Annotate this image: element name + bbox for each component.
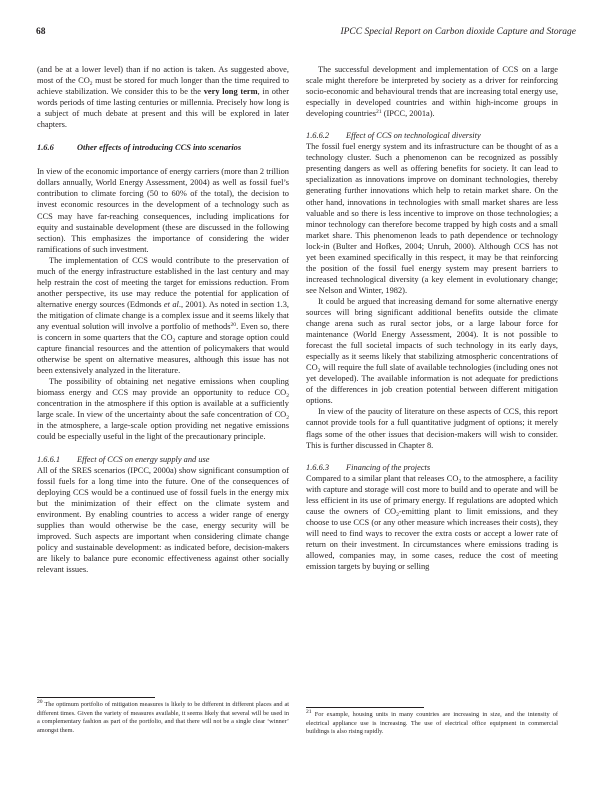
footnote-divider-left (37, 697, 155, 698)
paragraph-successful-development: The successful development and implementation of CCS on a large scale might therefore be interpreted by society as a driver for reinforcing socio-economic and behavioural trends that are increasing total energy use, especially in developed countries and within high-income groups in developing countries$^{21}$ (IPCC, 2001a). (306, 65, 558, 119)
subsection-heading-1-6-6-2: 1.6.6.2 Effect of CCS on technological diversity (306, 131, 481, 141)
running-head: IPCC Special Report on Carbon dioxide Capture and Storage (340, 27, 576, 37)
paragraph-technology-cluster: The fossil fuel energy system and its infrastructure can be thought of as a technology cluster. Such a phenomenon can be recognized as possibly presenting dangers as well as offering benefits for society. It can lead to specialization as innovations improve on dominant technologies, thereby generating further innovations which help to retain market share. On the other hand, innovations in technologies with small market shares are less valuable and so there is less incentive to improve on those technologies; a minor technology can therefore become trapped by high costs and a small market share. This phenomenon leads to path dependence or technology lock-in (Bulter and Hofkes, 2004; Unruh, 2000). Although CCS has not yet been examined specifically in this respect, it may be that reinforcing the position of the fossil fuel energy system may present barriers to increased technological diversity (a key element in evolutionary change; see Nelson and Winter, 1982). (306, 142, 558, 295)
footnote-21: $^{21}$ For example, housing units in many countries are increasing in size, and the intensity of electrical appliance use is increasing. The use of electrical office equipment in commercial buildings is also rising rapidly. (306, 709, 558, 736)
paragraph-paucity-literature: In view of the paucity of literature on these aspects of CCS, this report cannot provide tools for a full quantitative judgment of options; it merely flags some of the other issues that decision-makers will wish to consider. This is further discussed in Chapter 8. (306, 407, 558, 450)
section-heading-1-6-6: 1.6.6 Other effects of introducing CCS into scenarios (37, 143, 242, 153)
paragraph-financing: Compared to a similar plant that releases $CO_2$ to the atmosphere, a facility with capture and storage will cost more to build and to operate and will be less efficient in its use of primary energy. If regulations are adopted which cause the owners of $CO_2$-emitting plant to limit emissions, and they choose to use CCS (or any other measure which increases their costs), they will need to find ways to recover the extra costs or accept a lower rate of return on their investment. In circumstances where emissions trading is allowed, companies may, in some cases, reduce the cost of meeting emission targets by buying or selling (306, 473, 558, 572)
paragraph-sres-scenarios: All of the SRES scenarios (IPCC, 2000a) show significant consumption of fossil fuels for a long time into the future. One of the consequences of deploying CCS would be a continued use of fossil fuels in the energy mix but the minimization of their effect on the climate system and environment. By enabling countries to access a wider range of energy supplies than would otherwise be the case, energy security will be improved. Such aspects are important when considering climate change policy and sustainable development: as indicated before, decision-makers are likely to balance pure economic effectiveness against other socially relevant issues. (37, 465, 289, 574)
footnote-divider-right (306, 707, 424, 708)
footnote-ref-20: 20 (230, 321, 237, 328)
paragraph-negative-emissions: The possibility of obtaining net negative emissions when coupling biomass energy and CCS may provide an opportunity to reduce $CO_2$ concentration in the atmosphere if this option is available at a sufficiently large scale. In view of the uncertainty about the safe concentration of $CO_2$ in the atmosphere, a large-scale option providing net negative emissions could be especially useful in the light of the precautionary principle. (37, 377, 289, 442)
footnote-20: $^{20}$ The optimum portfolio of mitigation measures is likely to be different in different places and at different times. Given the variety of measures available, it seems likely that several will be used in a complementary fashion as part of the portfolio, and that there will not be a single clear ‘winner’ amongst them. (37, 699, 290, 734)
footnote-ref-21: 21 (376, 109, 382, 116)
paragraph-implementation: The implementation of CCS would contribute to the preservation of much of the energy infrastructure established in the last century and may help restrain the cost of meeting the target for emissions reduction. From another perspective, its use may reduce the potential for application of alternative energy sources (Edmonds et al., 2001). As noted in section 1.3, the mitigation of climate change is a complex issue and it seems likely that any eventual solution will involve a portfolio of methods$^{20}$. Even so, there is concern in some quarters that the $CO_2$ capture and storage option could capture financial resources and the attention of policymakers that would otherwise be spent on alternative measures, although this issue has not been extensively analyzed in the literature. (37, 255, 290, 376)
paragraph-stabilization: (and be at a lower level) than if no action is taken. As suggested above, most of the $CO_2$ must be stored for much longer than the time required to achieve stabilization. We consider this to be the very long term, in other words periods of time lasting centuries or millennia. Precisely how long is a subject of much debate at present and this will be explored in later chapters. (37, 65, 289, 130)
paragraph-economic-importance: In view of the economic importance of energy carriers (more than 2 trillion dollars annually, World Energy Assessment, 2004) as well as fossil fuel’s contribution to climate forcing (50 to 60% of the total), the decision to invest economic resources in the development of a technology such as CCS may have far-reaching consequences, including implications for equity and sustainable development (these are discussed in the following section). This emphasizes the importance of considering the wider ramifications of such investment. (37, 167, 289, 254)
subsection-heading-1-6-6-3: 1.6.6.3 Financing of the projects (306, 462, 431, 472)
left-column (37, 64, 289, 575)
page-number: 68 (36, 27, 46, 37)
paragraph-alternative-energy: It could be argued that increasing demand for some alternative energy sources will bring significant additional benefits outside the climate change arena such as rural sector jobs, or a large labour force for maintenance (World Energy Assessment, 2004). It is not possible to forecast the full societal impacts of such technology in its early days, especially as it seems likely that stabilizing atmospheric concentrations of $CO_2$ will require the full slate of available technologies (including ones not yet developed). The available information is not adequate for predictions of the differences in job creation potential between different mitigation options. (306, 296, 558, 406)
subsection-heading-1-6-6-1: 1.6.6.1 Effect of CCS on energy supply and use (37, 454, 210, 464)
right-column (306, 64, 558, 572)
